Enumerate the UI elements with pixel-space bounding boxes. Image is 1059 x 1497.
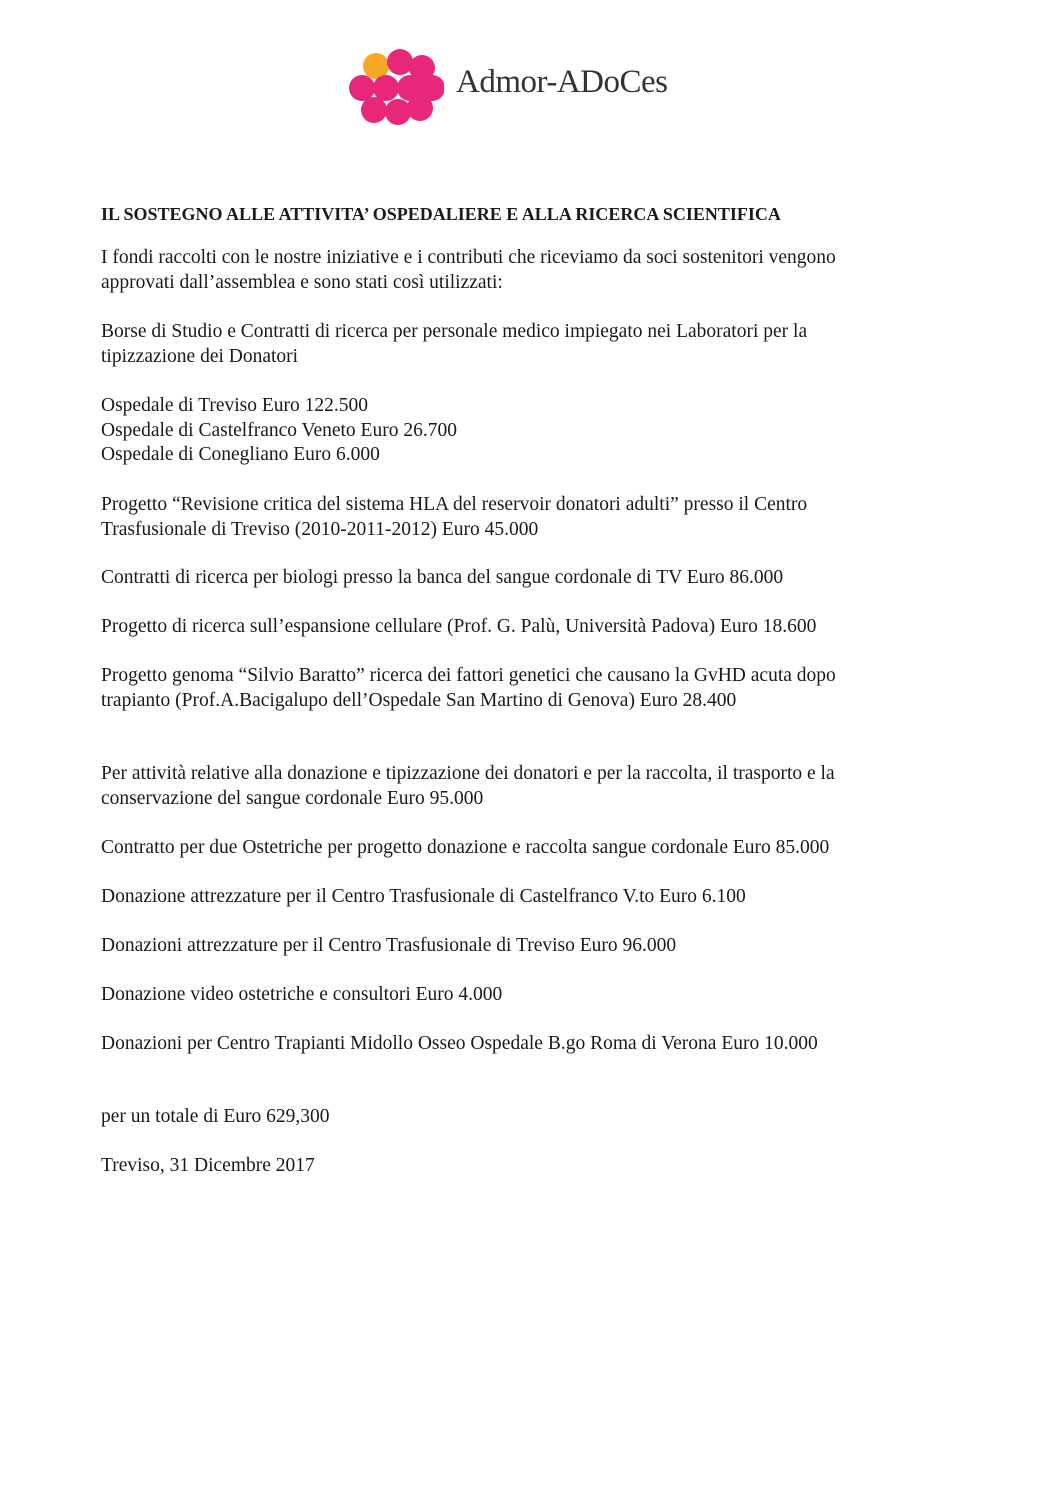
donazione-castelfranco-paragraph: Donazione attrezzature per il Centro Trasfusionale di Castelfranco V.to Euro 6.100 xyxy=(101,886,746,907)
donazione-treviso-paragraph: Donazioni attrezzature per il Centro Trasfusionale di Treviso Euro 96.000 xyxy=(101,935,677,956)
ospedali-list xyxy=(101,394,457,468)
donazione-verona-paragraph: Donazioni per Centro Trapianti Midollo Osseo Ospedale B.go Roma di Verona Euro 10.000 xyxy=(101,1033,818,1054)
logo xyxy=(348,44,728,130)
intro-paragraph xyxy=(101,246,836,295)
text-line: conservazione del sangue cordonale Euro 95.000 xyxy=(101,787,484,809)
logo-petal xyxy=(407,95,433,121)
flower-logo-icon xyxy=(348,44,444,130)
text-line: approvati dall’assemblea e sono stati così utilizzati: xyxy=(101,271,503,293)
contratti-biologi-paragraph: Contratti di ricerca per biologi presso la banca del sangue cordonale di TV Euro 86.000 xyxy=(101,567,784,588)
text-line: tipizzazione dei Donatori xyxy=(101,345,299,367)
luogo-data: Treviso, 31 Dicembre 2017 xyxy=(101,1155,315,1176)
attivita-donazione-paragraph xyxy=(101,762,835,811)
progetto-hla-paragraph xyxy=(101,493,807,542)
list-item: Ospedale di Castelfranco Veneto Euro 26.700 xyxy=(101,419,457,441)
logo-text: Admor-ADoCes xyxy=(456,64,668,100)
borse-paragraph xyxy=(101,320,807,369)
text-line: Per attività relative alla donazione e tipizzazione dei donatori e per la raccolta, il trasporto e la xyxy=(101,763,835,784)
text-line: Borse di Studio e Contratti di ricerca per personale medico impiegato nei Laboratori per la xyxy=(101,321,808,342)
text-line: Progetto genoma “Silvio Baratto” ricerca dei fattori genetici che causano la GvHD acuta dopo xyxy=(101,665,836,686)
text-line: Progetto “Revisione critica del sistema HLA del reservoir donatori adulti” presso il Centro xyxy=(101,494,808,515)
text-line: trapianto (Prof.A.Bacigalupo dell’Ospedale San Martino di Genova) Euro 28.400 xyxy=(101,689,737,711)
text-line: Trasfusionale di Treviso (2010-2011-2012) Euro 45.000 xyxy=(101,518,539,540)
logo-petal xyxy=(373,75,399,101)
logo-petal xyxy=(387,49,413,75)
progetto-genoma-paragraph xyxy=(101,664,836,713)
document-heading: IL SOSTEGNO ALLE ATTIVITA’ OSPEDALIERE E ALLA RICERCA SCIENTIFICA xyxy=(101,204,781,224)
text-line: I fondi raccolti con le nostre iniziative e i contributi che riceviamo da soci sostenitori vengono xyxy=(101,247,836,268)
contratto-ostetriche-paragraph: Contratto per due Ostetriche per progetto donazione e raccolta sangue cordonale Euro 85.000 xyxy=(101,837,830,858)
list-item: Ospedale di Treviso Euro 122.500 xyxy=(101,395,369,416)
progetto-espansione-paragraph: Progetto di ricerca sull’espansione cellulare (Prof. G. Palù, Università Padova) Euro 18.600 xyxy=(101,616,817,637)
list-item: Ospedale di Conegliano Euro 6.000 xyxy=(101,444,380,465)
totale-paragraph: per un totale di Euro 629,300 xyxy=(101,1106,330,1127)
logo-petal xyxy=(385,99,411,125)
donazione-video-paragraph: Donazione video ostetriche e consultori Euro 4.000 xyxy=(101,984,503,1005)
logo-petal xyxy=(349,75,375,101)
logo-petal xyxy=(361,97,387,123)
